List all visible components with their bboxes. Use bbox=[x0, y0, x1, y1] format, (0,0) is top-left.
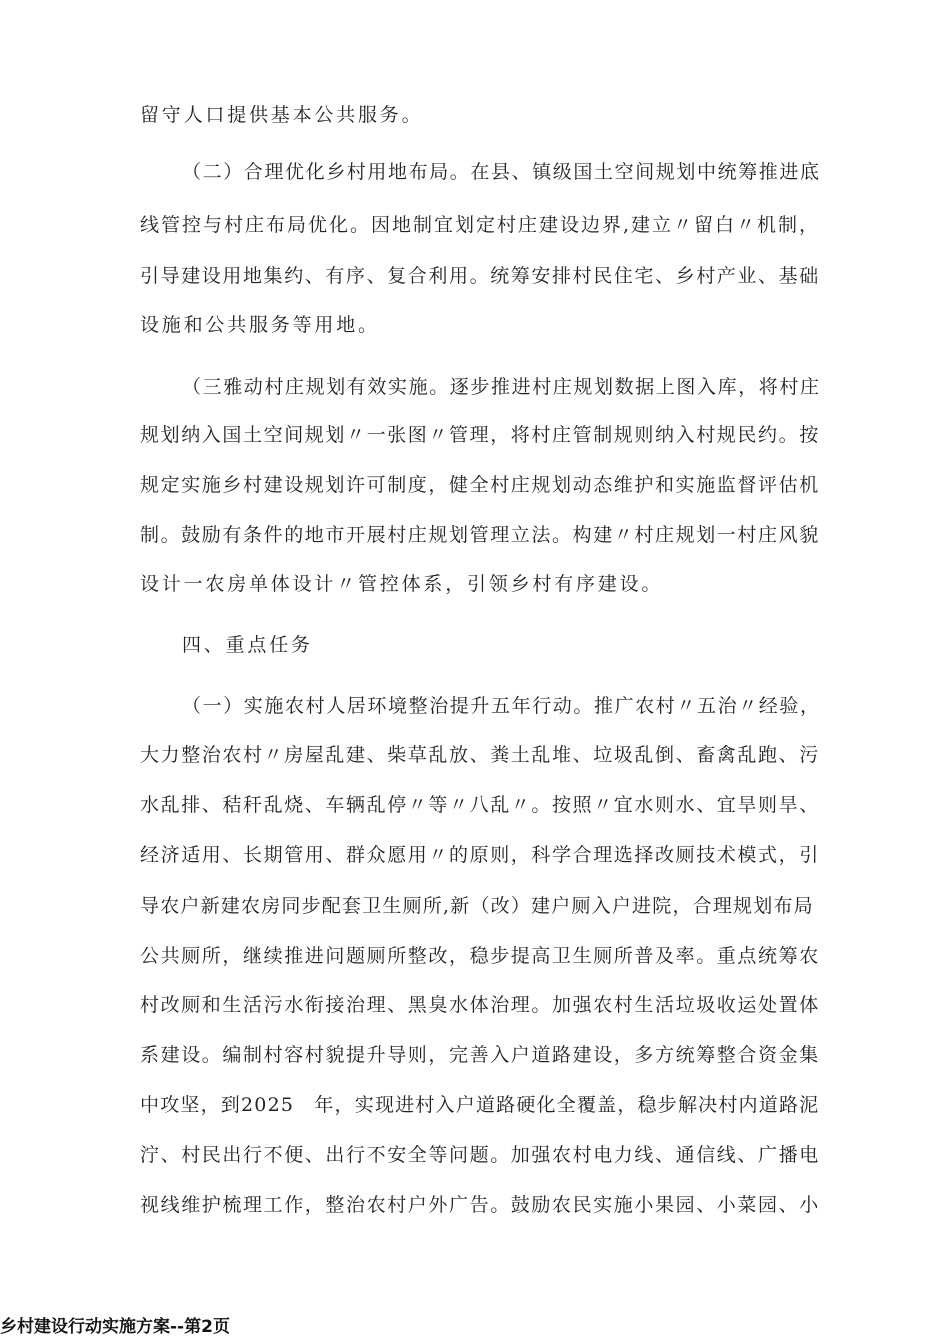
paragraph-line: 系建设。编制村容村貌提升导则，完善入户道路建设，多方统筹整合资金集 bbox=[140, 1044, 820, 1066]
paragraph-line: 留守人口提供基本公共服务。 bbox=[140, 104, 424, 126]
paragraph-line: 村改厕和生活污水衔接治理、黑臭水体治理。加强农村生活垃圾收运处置体 bbox=[140, 994, 820, 1016]
paragraph-line: 公共厕所，继续推进问题厕所整改，稳步提高卫生厕所普及率。重点统筹农 bbox=[140, 945, 820, 967]
paragraph-line: 视线维护梳理工作，整治农村户外广告。鼓励农民实施小果园、小菜园、小 bbox=[140, 1194, 820, 1216]
paragraph-line: 制。鼓励有条件的地市开展村庄规划管理立法。构建〃村庄规划一村庄风貌 bbox=[140, 524, 820, 546]
paragraph-line: 中攻坚，到2025 年，实现进村入户道路硬化全覆盖，稳步解决村内道路泥 bbox=[140, 1094, 820, 1116]
paragraph-line: （二）合理优化乡村用地布局。在县、镇级国土空间规划中统筹推进底 bbox=[182, 161, 821, 183]
paragraph-line: 水乱排、秸秆乱烧、车辆乱停〃等〃八乱〃。按照〃宜水则水、宜旱则旱、 bbox=[140, 794, 820, 816]
paragraph-line: 导农户新建农房同步配套卫生厕所,新（改）建户厕入户进院，合理规划布局 bbox=[140, 895, 814, 917]
paragraph-line: 线管控与村庄布局优化。因地制宜划定村庄建设边界,建立〃留白〃机制， bbox=[140, 214, 821, 236]
paragraph-line: 泞、村民出行不便、出行不安全等问题。加强农村电力线、通信线、广播电 bbox=[140, 1144, 820, 1166]
paragraph-line: （三雅动村庄规划有效实施。逐步推进村庄规划数据上图入库，将村庄 bbox=[182, 376, 821, 398]
paragraph-line: 经济适用、长期管用、群众愿用〃的原则，科学合理选择改厕技术模式，引 bbox=[140, 844, 820, 866]
paragraph-line: 引导建设用地集约、有序、复合利用。统筹安排村民住宅、乡村产业、基础 bbox=[140, 265, 820, 287]
page-footer: 乡村建设行动实施方案--第2页 bbox=[0, 1317, 230, 1337]
paragraph-line: 设施和公共服务等用地。 bbox=[140, 314, 380, 336]
paragraph-line: 规定实施乡村建设规划许可制度，健全村庄规划动态维护和实施监督评估机 bbox=[140, 474, 820, 496]
section-heading: 四、重点任务 bbox=[182, 634, 313, 656]
paragraph-line: 设计一农房单体设计〃管控体系，引领乡村有序建设。 bbox=[140, 573, 664, 595]
paragraph-line: 规划纳入国土空间规划〃一张图〃管理，将村庄管制规则纳入村规民约。按 bbox=[140, 424, 820, 446]
paragraph-line: 大力整治农村〃房屋乱建、柴草乱放、粪土乱堆、垃圾乱倒、畜禽乱跑、污 bbox=[140, 744, 820, 766]
paragraph-line: （一）实施农村人居环境整治提升五年行动。推广农村〃五治〃经验， bbox=[182, 695, 821, 717]
